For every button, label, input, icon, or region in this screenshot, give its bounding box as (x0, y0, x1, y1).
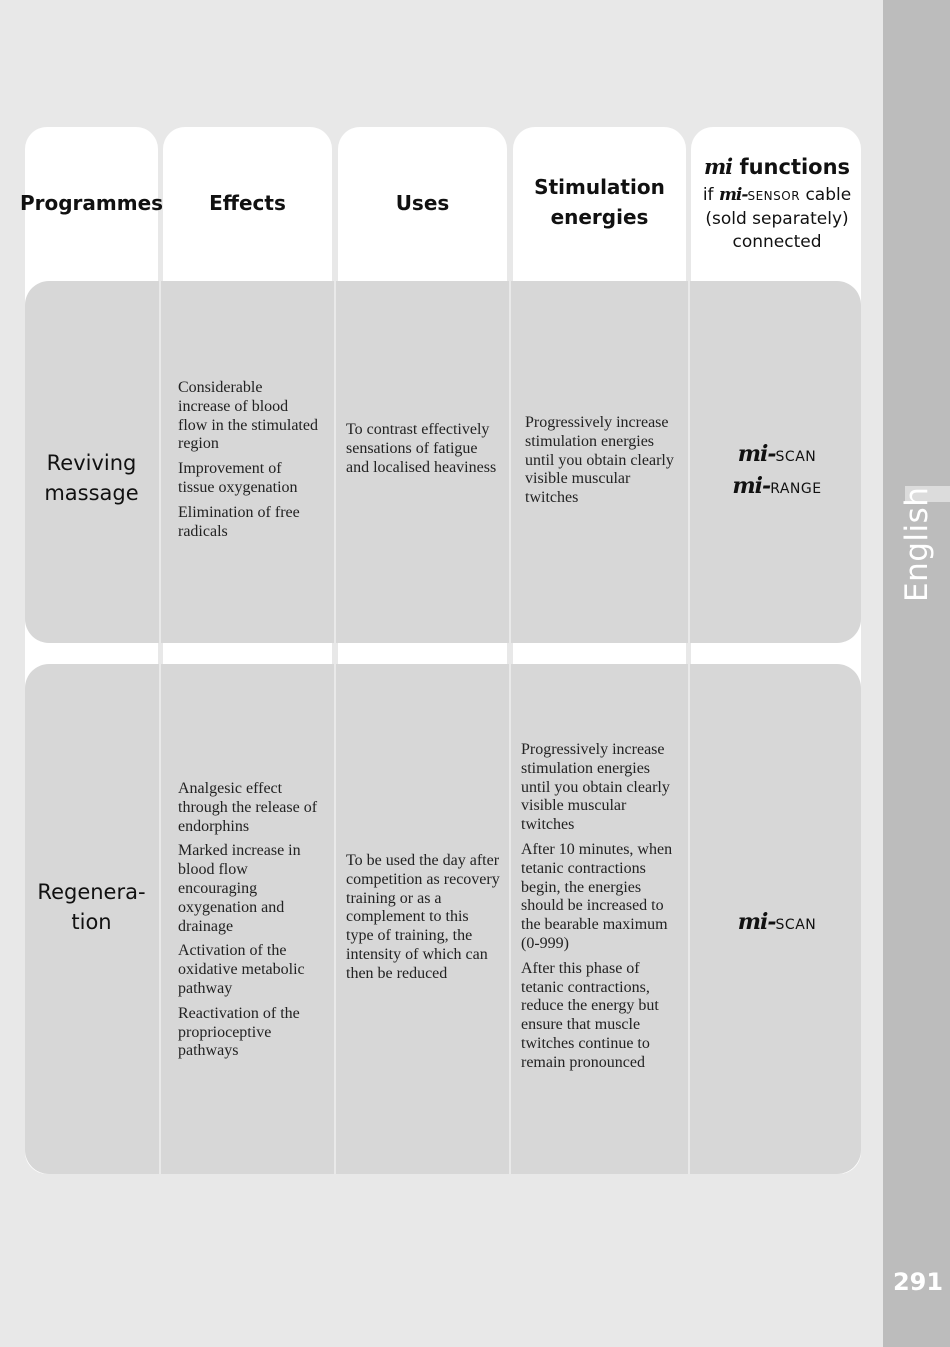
header-mi-sold: (sold separately) (705, 209, 849, 229)
mi-function-name: SCAN (775, 449, 817, 465)
stimulation-item: Progressively increase stimulation energies until you obtain clearly visible muscular twitches (525, 414, 674, 507)
divider (688, 281, 690, 643)
effect-item: Considerable increase of blood flow in the stimulated region (178, 379, 318, 453)
language-label: English (899, 486, 935, 602)
mi-logo: mi (703, 154, 733, 179)
effect-item: Marked increase in blood flow encouraging oxygenation and drainage (178, 842, 301, 935)
language-tab (883, 486, 950, 604)
header-effects: Effects (209, 191, 286, 215)
effects-regeneration (178, 780, 318, 1067)
divider (334, 281, 336, 643)
header-mi-cable: cable (805, 185, 852, 205)
mi-function-name: SCAN (775, 917, 817, 933)
header-programmes: Programmes (19, 191, 164, 215)
uses-regeneration (346, 852, 500, 990)
mi-functions-regeneration (692, 908, 862, 940)
header-mi-if: if (702, 185, 714, 205)
header-mi-sensor: SENSOR (747, 189, 801, 203)
programme-line2: tion (71, 910, 112, 934)
effect-item: Elimination of free radicals (178, 503, 300, 540)
mi-logo: mi- (732, 473, 771, 499)
effects-reviving-massage (178, 379, 318, 547)
stimulation-reviving-massage (525, 414, 683, 514)
uses-text: To be used the day after competition as recovery training or as a complement to this type of training, the intensity of which can then be reduced (346, 852, 500, 982)
side-strip (883, 0, 950, 1347)
stimulation-item: After this phase of tetanic contractions, reduce the energy but ensure that muscle twitches continue to remain pronounced (521, 959, 659, 1071)
programme-regeneration (25, 664, 158, 1150)
header-mi-connected: connected (732, 232, 822, 252)
header-uses: Uses (395, 191, 450, 215)
uses-reviving-massage (346, 421, 502, 483)
header-mi-functions (692, 150, 862, 254)
stimulation-regeneration (521, 741, 681, 1079)
divider (509, 281, 511, 643)
mi-sensor-logo: mi- (718, 185, 748, 205)
effect-item: Analgesic effect through the release of endorphins (178, 780, 318, 835)
effect-item: Improvement of tissue oxygenation (178, 460, 298, 496)
programme-line2: massage (44, 481, 139, 505)
page-number: 291 (892, 1268, 944, 1296)
uses-text: To contrast effectively sensations of fatigue and localised heaviness (346, 421, 497, 476)
header-stimulation-line2: energies (550, 205, 649, 229)
header-stimulation-line1: Stimulation (534, 175, 665, 199)
divider (334, 664, 336, 1174)
programme-line1: Reviving (46, 451, 137, 475)
effect-item: Reactivation of the proprioceptive pathways (178, 1004, 300, 1060)
divider (688, 664, 690, 1174)
divider (159, 664, 161, 1174)
effect-item: Activation of the oxidative metabolic pathway (178, 942, 305, 997)
stimulation-item: After 10 minutes, when tetanic contractions begin, the energies should be increased to the bearable maximum (0-999) (521, 840, 673, 952)
mi-logo: mi- (737, 441, 776, 467)
stimulation-item: Progressively increase stimulation energies until you obtain clearly visible muscular twitches (521, 741, 670, 834)
divider (159, 281, 161, 643)
header-stimulation-energies (513, 171, 686, 233)
mi-logo: mi- (737, 909, 776, 935)
mi-function-name: RANGE (770, 481, 822, 497)
programme-reviving-massage (25, 281, 158, 675)
header-mi-title: functions (739, 155, 851, 179)
mi-functions-reviving-massage (692, 440, 862, 504)
programme-line1: Regenera- (37, 880, 146, 904)
divider (509, 664, 511, 1174)
